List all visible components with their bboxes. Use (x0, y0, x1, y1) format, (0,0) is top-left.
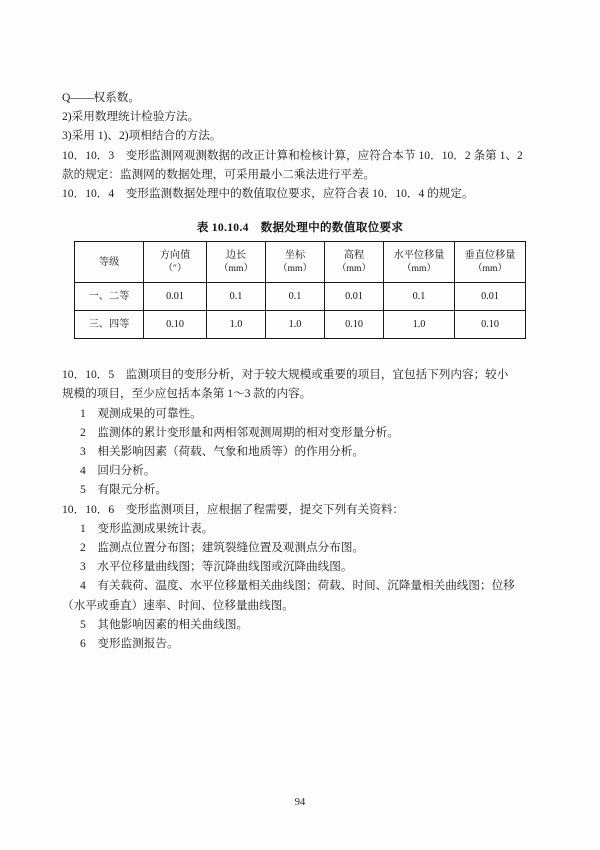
header-label-line2: （mm） (336, 263, 372, 275)
definition-line: Q——权系数。 (62, 91, 140, 104)
table-cell: 0.01 (455, 283, 526, 311)
list-item: 4 有关载荷、温度、水平位移量相关曲线图；荷载、时间、沉降量相关曲线图；位移 (80, 579, 515, 593)
list-item-continuation: （水平或垂直）速率、时间、位移量曲线图。 (62, 598, 294, 612)
table-cell: 一、二等 (75, 283, 144, 311)
header-label-line1: 坐标 (284, 250, 306, 262)
table-header-cell (207, 242, 266, 283)
header-label-line2: （mm） (472, 263, 508, 275)
table-cell: 0.10 (455, 311, 526, 339)
list-item: 5 其他影响因素的相关曲线图。 (80, 617, 249, 631)
method-line-2: 2)采用数理统计检验方法。 (62, 110, 200, 124)
header-label-line1: 等级 (98, 256, 120, 268)
clause-10-10-4-line-1: 10．10．4 变形监测数据处理中的数值取位要求，应符合表 10．10．4 的规定。 (62, 187, 474, 201)
header-label-line2: （mm） (277, 263, 313, 275)
header-label-line2: （″） (163, 263, 187, 275)
clause-10-10-5-line-1: 10．10．5 监测项目的变形分析，对于较大规模或重要的项目，宜包括下列内容；较小 (62, 368, 509, 382)
table-cell: 0.1 (384, 283, 455, 311)
clause-10-10-3-line-2: 款的规定：监测网的数据处理，可采用最小二乘法进行平差。 (62, 167, 376, 181)
list-item: 2 监测体的累计变形量和两相邻观测周期的相对变形量分析。 (80, 425, 399, 439)
table-cell: 1.0 (266, 311, 325, 339)
list-item: 4 回归分析。 (80, 464, 156, 478)
table-header-cell (266, 242, 325, 283)
page-number: 94 (294, 797, 306, 808)
list-item: 1 变形监测成果统计表。 (80, 521, 214, 535)
clause-10-10-3 (62, 146, 538, 184)
clause-10-10-4 (62, 184, 538, 203)
list-item: 2 监测点位置分布图；建筑裂缝位置及观测点分布图。 (80, 541, 365, 555)
header-label-line2: （mm） (401, 263, 437, 275)
table-cell: 0.01 (144, 283, 207, 311)
header-label-line1: 高程 (343, 250, 365, 262)
table-row (75, 283, 526, 311)
clause-10-10-6-line-1: 10．10．6 变形监测项目，应根据了程需要，提交下列有关资料： (62, 502, 405, 516)
table-header-cell (75, 242, 144, 283)
spacer-after-table (62, 339, 538, 356)
table-cell: 1.0 (384, 311, 455, 339)
list-item: 1 观测成果的可靠性。 (80, 406, 202, 420)
table-body (75, 283, 526, 339)
table-header-cell (325, 242, 384, 283)
clause-10-10-6 (62, 500, 538, 654)
header-label-line1: 水平位移量 (393, 250, 445, 262)
table-cell: 1.0 (207, 311, 266, 339)
clause-10-10-6-items (62, 519, 538, 653)
clause-10-10-5 (62, 365, 538, 499)
clause-10-10-5-items (62, 404, 538, 500)
table-header-cell (144, 242, 207, 283)
header-label-line1: 垂直位移量 (464, 250, 516, 262)
header-label-line2: （mm） (218, 263, 254, 275)
clause-10-10-5-line-2: 规模的项目，至少应包括本条第 1～3 款的内容。 (62, 387, 312, 401)
table-header-cell (455, 242, 526, 283)
method-line-3: 3)采用 1)、2)项相结合的方法。 (62, 129, 222, 143)
table-head (75, 242, 526, 283)
numeric-rounding-table (74, 241, 526, 339)
table-cell: 0.10 (325, 311, 384, 339)
list-item: 5 有限元分析。 (80, 483, 167, 497)
table-cell: 0.1 (266, 283, 325, 311)
table-cell: 0.10 (144, 311, 207, 339)
table-caption: 表 10.10.4 数据处理中的数值取位要求 (196, 221, 404, 235)
table-cell: 0.1 (207, 283, 266, 311)
header-label-line1: 边长 (225, 250, 247, 262)
list-item: 3 水平位移量曲线图；等沉降曲线图或沉降曲线图。 (80, 560, 353, 574)
clause-10-10-3-line-1: 10．10．3 变形监测网观测数据的改正计算和检核计算，应符合本节 10．10．2 条第 1、2 (62, 148, 523, 162)
spacer-before-table (62, 203, 538, 217)
table-header-row (75, 242, 526, 283)
table-cell: 三、四等 (75, 311, 144, 339)
table-row (75, 311, 526, 339)
header-label-line1: 方向值 (159, 250, 191, 262)
list-item: 6 变形监测报告。 (80, 637, 179, 651)
spacer-after-table-2 (62, 356, 538, 365)
top-definitions-block (62, 88, 538, 146)
table-cell: 0.01 (325, 283, 384, 311)
table-header-cell (384, 242, 455, 283)
list-item: 3 相关影响因素（荷载、气象和地质等）的作用分析。 (80, 445, 365, 459)
